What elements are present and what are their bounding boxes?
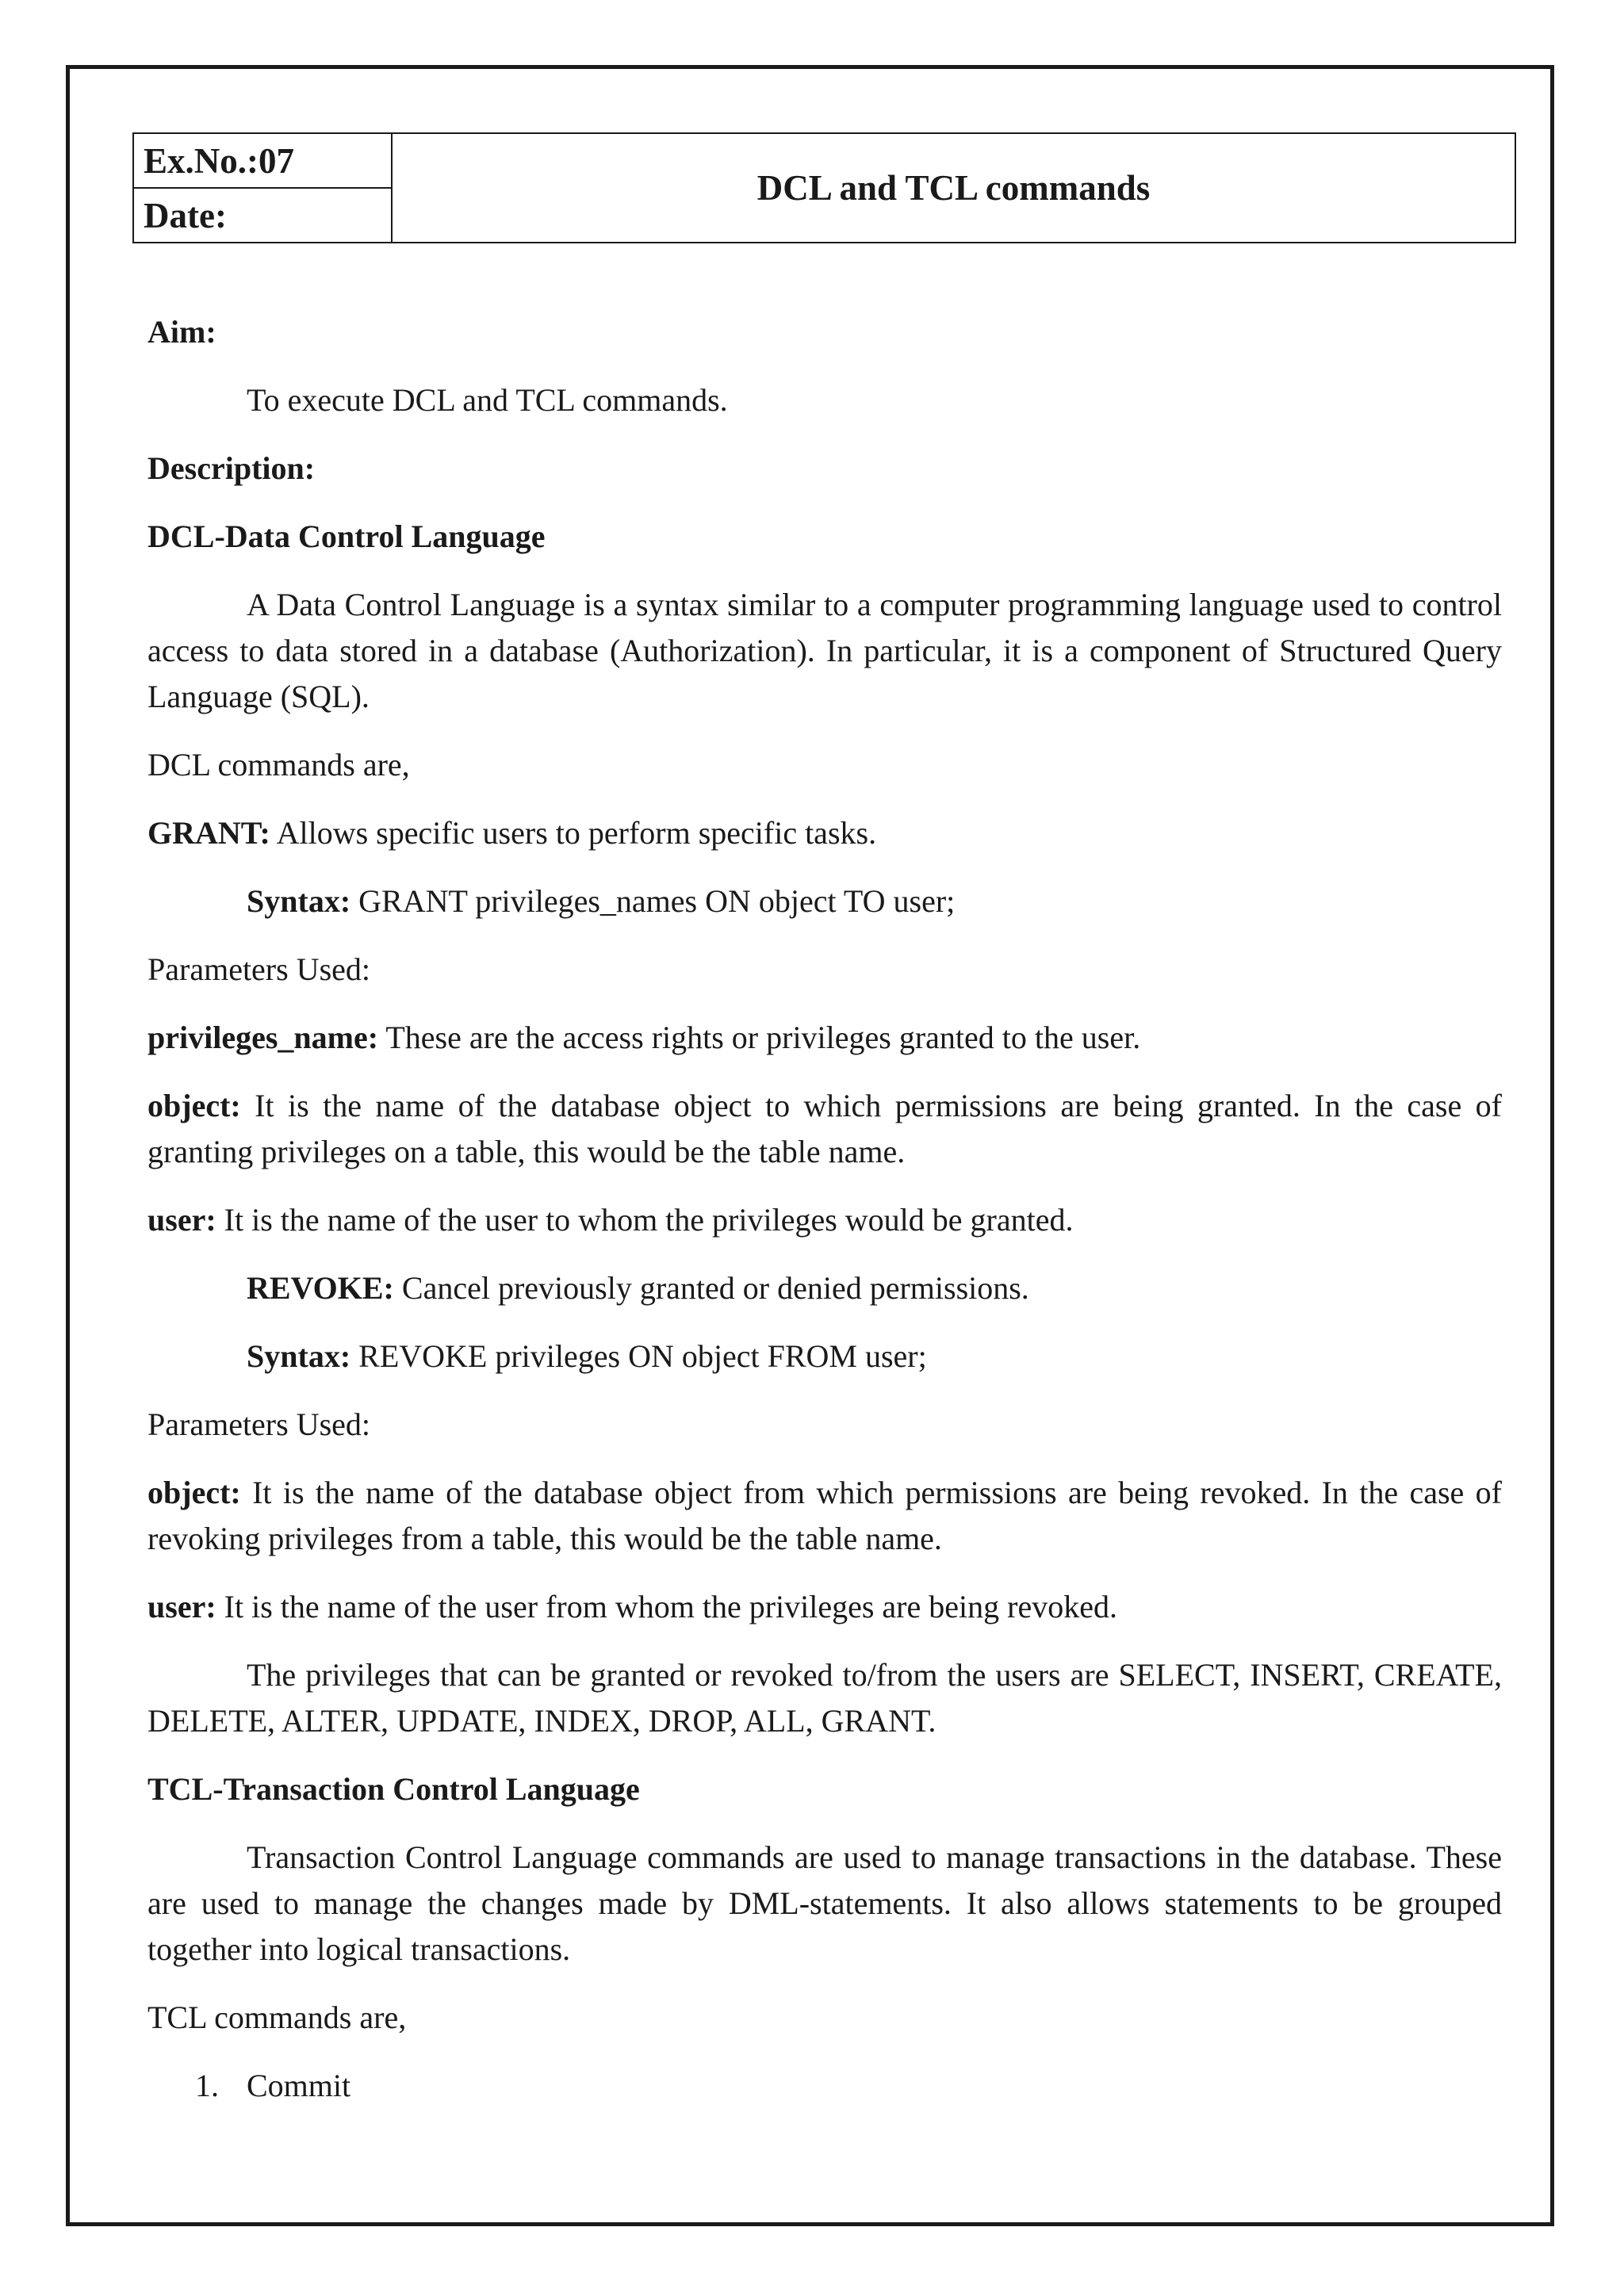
grant-params-used: Parameters Used: <box>147 951 371 987</box>
grant-definition <box>147 810 1502 856</box>
param-label: object: <box>147 1088 241 1123</box>
list-item <box>147 2063 1502 2109</box>
param-text: It is the name of the user to whom the privileges would be granted. <box>216 1202 1074 1238</box>
param-label: user: <box>147 1202 216 1238</box>
param-text: It is the name of the database object from which permissions are being revoked. In the case of revoking privileges from a table, this would be the table name. <box>147 1475 1502 1556</box>
revoke-syntax <box>147 1334 1502 1380</box>
tcl-heading: TCL-Transaction Control Language <box>147 1771 640 1807</box>
grant-syntax-text: GRANT privileges_names ON object TO user; <box>350 883 956 919</box>
grant-param-privileges-name <box>147 1015 1502 1061</box>
tcl-intro: Transaction Control Language commands are used to manage transactions in the database. These are used to manage the changes made by DML-statements. It also allows statements to be grouped together into logical transactions. <box>147 1839 1502 1967</box>
param-text: These are the access rights or privileges granted to the user. <box>378 1020 1141 1055</box>
list-item-number: 1. <box>195 2068 219 2103</box>
document-body <box>147 309 1502 2109</box>
revoke-param-object <box>147 1470 1502 1562</box>
aim-text: To execute DCL and TCL commands. <box>247 382 728 418</box>
revoke-text: Cancel previously granted or denied permissions. <box>393 1270 1029 1306</box>
dcl-heading: DCL-Data Control Language <box>147 519 546 554</box>
revoke-label: REVOKE: <box>247 1270 394 1306</box>
param-label: user: <box>147 1589 216 1624</box>
revoke-syntax-text: REVOKE privileges ON object FROM user; <box>350 1338 927 1374</box>
param-text: It is the name of the database object to which permissions are being granted. In the case of granting privileges on a table, this would be the table name. <box>147 1088 1502 1169</box>
revoke-definition <box>147 1265 1502 1311</box>
tcl-command-list <box>147 2063 1502 2109</box>
page-title: DCL and TCL commands <box>392 133 1515 243</box>
grant-param-user <box>147 1197 1502 1243</box>
header-table <box>132 132 1516 243</box>
date-cell: Date: <box>133 188 392 243</box>
ex-no-cell: Ex.No.:07 <box>133 133 392 188</box>
param-text: It is the name of the user from whom the privileges are being revoked. <box>216 1589 1117 1624</box>
aim-heading: Aim: <box>147 314 216 350</box>
privileges-note: The privileges that can be granted or revoked to/from the users are SELECT, INSERT, CREATE, DELETE, ALTER, UPDATE, INDEX, DROP, ALL, GRANT. <box>147 1657 1502 1739</box>
grant-label: GRANT: <box>147 815 270 851</box>
grant-text: Allows specific users to perform specific tasks. <box>270 815 877 851</box>
param-label: object: <box>147 1475 241 1510</box>
grant-param-object <box>147 1083 1502 1175</box>
param-label: privileges_name: <box>147 1020 379 1055</box>
revoke-param-user <box>147 1584 1502 1630</box>
list-item-text: Commit <box>247 2068 351 2103</box>
revoke-syntax-label: Syntax: <box>247 1338 351 1374</box>
description-heading: Description: <box>147 450 316 486</box>
dcl-commands-are: DCL commands are, <box>147 747 410 783</box>
revoke-params-used: Parameters Used: <box>147 1406 371 1442</box>
tcl-commands-are: TCL commands are, <box>147 1999 407 2035</box>
dcl-intro: A Data Control Language is a syntax similar to a computer programming language used to control access to data stored in a database (Authorization). In particular, it is a component of Structured Query Language (SQL). <box>147 587 1502 714</box>
grant-syntax <box>147 878 1502 924</box>
grant-syntax-label: Syntax: <box>247 883 351 919</box>
